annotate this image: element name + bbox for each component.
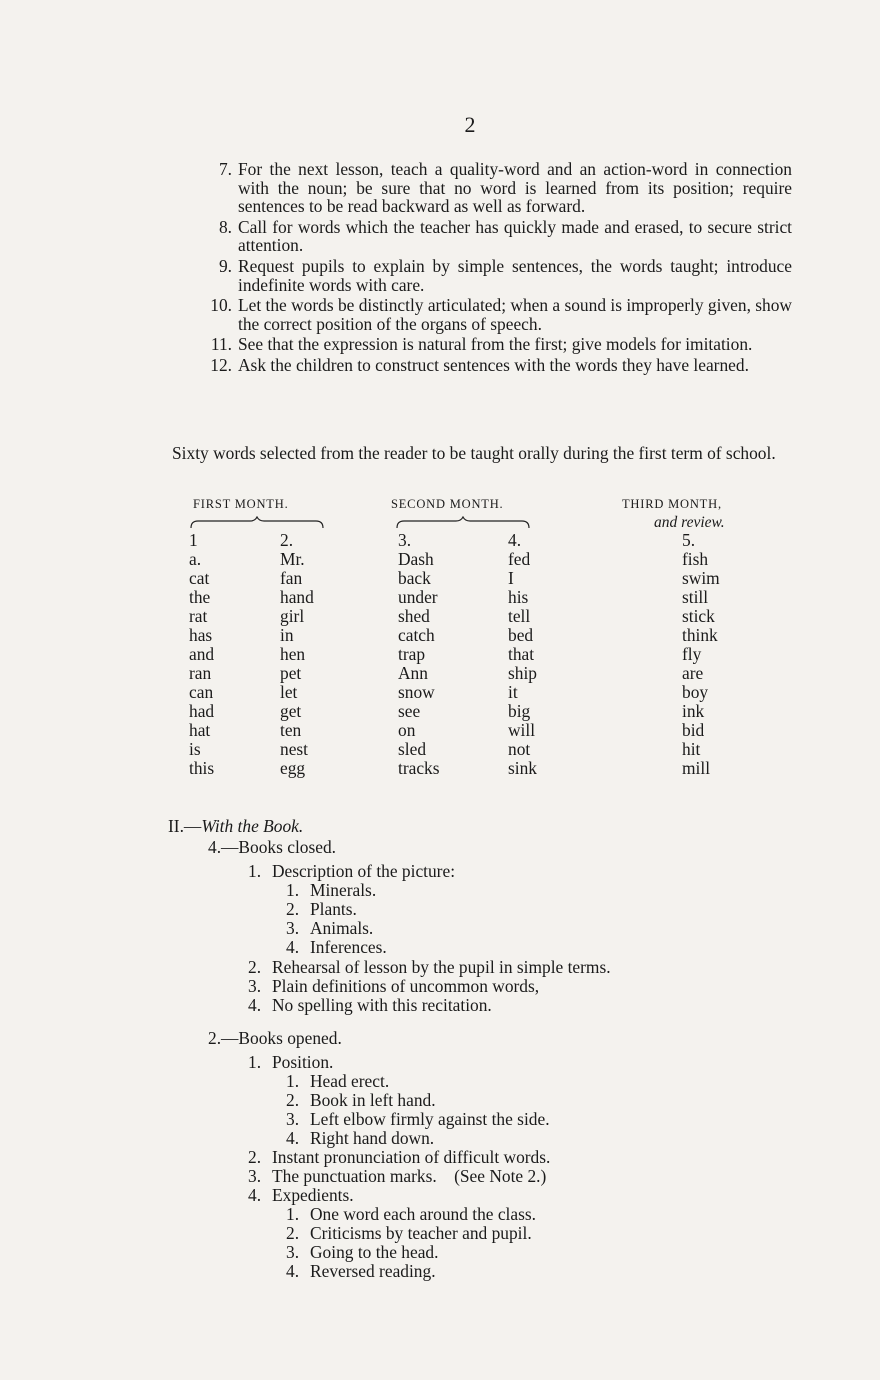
outline-sub-text: Plants. (310, 899, 357, 919)
word: swim (682, 568, 720, 588)
outline-sub-text: Minerals. (310, 880, 377, 900)
word: ten (280, 720, 302, 740)
word: still (682, 587, 709, 607)
word: trap (398, 644, 426, 664)
outline-sub-number: 3. (286, 918, 300, 938)
outline-sub-number: 2. (286, 1090, 300, 1110)
word: sink (508, 758, 537, 778)
section-heading (168, 816, 303, 837)
outline-text: Expedients. (272, 1185, 354, 1205)
outline-number: 4. (248, 1185, 262, 1205)
word: get (280, 701, 302, 721)
rule-item (200, 257, 792, 294)
rule-number: 10. (210, 295, 232, 316)
rule-item (200, 218, 792, 255)
word: ran (189, 663, 212, 683)
rule-number: 9. (218, 255, 232, 276)
outline-sub-text: Right hand down. (310, 1128, 435, 1148)
word: fly (682, 644, 702, 664)
books-opened-label: 2.—Books opened. (208, 1028, 342, 1048)
rule-text: Ask the children to construct sentences with the words they have learned. (238, 354, 749, 375)
word: egg (280, 758, 306, 778)
rule-text: For the next lesson, teach a quality-word and an action-word in connection with the noun; be sure that no word is learned from its position; require sentences to be read backward as well as forward. (238, 159, 792, 217)
first-month-heading: FIRST MONTH. (193, 497, 289, 511)
word-list-intro: Sixty words selected from the reader to be taught orally during the first term of school. (172, 443, 776, 463)
third-month-subheading: and review. (654, 514, 725, 531)
column-heading: 3. (398, 530, 412, 550)
word: can (189, 682, 214, 702)
section-title: With the Book. (201, 816, 304, 836)
rule-number: 8. (218, 216, 232, 237)
outline-number: 3. (248, 1166, 262, 1186)
word: girl (280, 606, 305, 626)
outline-text: Position. (272, 1052, 334, 1072)
word: will (508, 720, 536, 740)
word: it (508, 682, 518, 702)
outline-sub-number: 2. (286, 899, 300, 919)
rule-number: 11. (210, 334, 232, 355)
rule-number: 7. (218, 159, 232, 179)
outline-sub-text: Book in left hand. (310, 1090, 436, 1110)
rule-text: Request pupils to explain by simple sentences, the words taught; introduce indefinite words with care. (238, 255, 792, 295)
word: cat (189, 568, 210, 588)
word: back (398, 568, 431, 588)
outline-sub-number: 1. (286, 1204, 300, 1224)
word-column-1 (189, 531, 214, 778)
outline-sub-number: 3. (286, 1109, 300, 1129)
word: tell (508, 606, 531, 626)
word: fan (280, 568, 303, 588)
section-numeral: II.— (168, 816, 202, 836)
word: see (398, 701, 421, 721)
outline-text: The punctuation marks. (See Note 2.) (272, 1166, 547, 1186)
outline-sub-text: One word each around the class. (310, 1204, 536, 1224)
word: hen (280, 644, 306, 664)
outline-sub-text: Left elbow firmly against the side. (310, 1109, 550, 1129)
outline-sub-number: 2. (286, 1223, 300, 1243)
word: I (508, 568, 514, 588)
word: had (189, 701, 215, 721)
third-month-heading: THIRD MONTH, (622, 497, 722, 511)
word: fish (682, 549, 709, 569)
column-heading: 1 (189, 530, 198, 550)
rule-item (200, 296, 792, 333)
word: the (189, 587, 211, 607)
word: on (398, 720, 416, 740)
word: rat (189, 606, 208, 626)
column-heading: 5. (682, 530, 696, 550)
page-number: 2 (464, 112, 476, 137)
books-closed-label: 4.—Books closed. (208, 837, 337, 857)
word: are (682, 663, 704, 683)
word: hit (682, 739, 701, 759)
outline-text: Instant pronunciation of difficult words. (272, 1147, 551, 1167)
word-column-3 (398, 531, 440, 778)
word: fed (508, 549, 531, 569)
word: think (682, 625, 718, 645)
outline-sub-number: 1. (286, 880, 300, 900)
outline-text: No spelling with this recitation. (272, 995, 492, 1015)
word: mill (682, 758, 711, 778)
outline-number: 2. (248, 957, 262, 977)
word: let (280, 682, 298, 702)
outline-sub-text: Inferences. (310, 937, 387, 957)
outline-text: Rehearsal of lesson by the pupil in simple terms. (272, 957, 611, 977)
word: sled (398, 739, 427, 759)
rule-text: Call for words which the teacher has quickly made and erased, to secure strict attention. (238, 216, 792, 256)
teaching-rules-list (200, 160, 792, 377)
word: stick (682, 606, 715, 626)
word: snow (398, 682, 435, 702)
word: tracks (398, 758, 440, 778)
rule-item (200, 335, 792, 354)
outline-text: Plain definitions of uncommon words, (272, 976, 540, 996)
outline-sub-text: Criticisms by teacher and pupil. (310, 1223, 532, 1243)
word: his (508, 587, 529, 607)
rule-item (200, 160, 792, 216)
word: hat (189, 720, 211, 740)
outline-number: 4. (248, 995, 262, 1015)
outline-sub-number: 3. (286, 1242, 300, 1262)
first-month-brace (190, 516, 324, 530)
outline-sub-number: 4. (286, 1261, 300, 1281)
word: big (508, 701, 531, 721)
word: this (189, 758, 215, 778)
word: shed (398, 606, 430, 626)
outline-number: 3. (248, 976, 262, 996)
second-month-heading: SECOND MONTH. (391, 497, 504, 511)
word: that (508, 644, 535, 664)
word: has (189, 625, 213, 645)
word: Dash (398, 549, 434, 569)
word: in (280, 625, 294, 645)
outline-sub-number: 1. (286, 1071, 300, 1091)
word: hand (280, 587, 314, 607)
word: a. (189, 549, 202, 569)
word: not (508, 739, 531, 759)
outline-sub-text: Reversed reading. (310, 1261, 436, 1281)
outline-number: 1. (248, 1052, 262, 1072)
word: is (189, 739, 201, 759)
word: nest (280, 739, 309, 759)
rule-text: Let the words be distinctly articulated; when a sound is improperly given, show the correct position of the organs of speech. (238, 295, 792, 334)
rule-number: 12. (210, 354, 232, 375)
outline-number: 1. (248, 861, 262, 881)
word: under (398, 587, 438, 607)
word: ink (682, 701, 705, 721)
outline-sub-text: Head erect. (310, 1071, 390, 1091)
outline-sub-number: 4. (286, 937, 300, 957)
word: pet (280, 663, 302, 683)
word: bid (682, 720, 705, 740)
word: ship (508, 663, 537, 683)
word-column-4 (508, 531, 537, 778)
rule-text: See that the expression is natural from the first; give models for imitation. (238, 334, 753, 355)
rule-item (200, 356, 792, 375)
word: Ann (398, 663, 428, 683)
word-column-2 (280, 531, 314, 778)
column-heading: 2. (280, 530, 294, 550)
outline-sub-text: Going to the head. (310, 1242, 439, 1262)
word: Mr. (280, 549, 305, 569)
word: boy (682, 682, 709, 702)
column-heading: 4. (508, 530, 522, 550)
outline-sub-text: Animals. (310, 918, 374, 938)
outline-sub-number: 4. (286, 1128, 300, 1148)
second-month-brace (396, 516, 530, 530)
word: bed (508, 625, 534, 645)
word-column-5 (682, 531, 720, 778)
outline-text: Description of the picture: (272, 861, 456, 881)
word: and (189, 644, 215, 664)
outline-number: 2. (248, 1147, 262, 1167)
word: catch (398, 625, 435, 645)
